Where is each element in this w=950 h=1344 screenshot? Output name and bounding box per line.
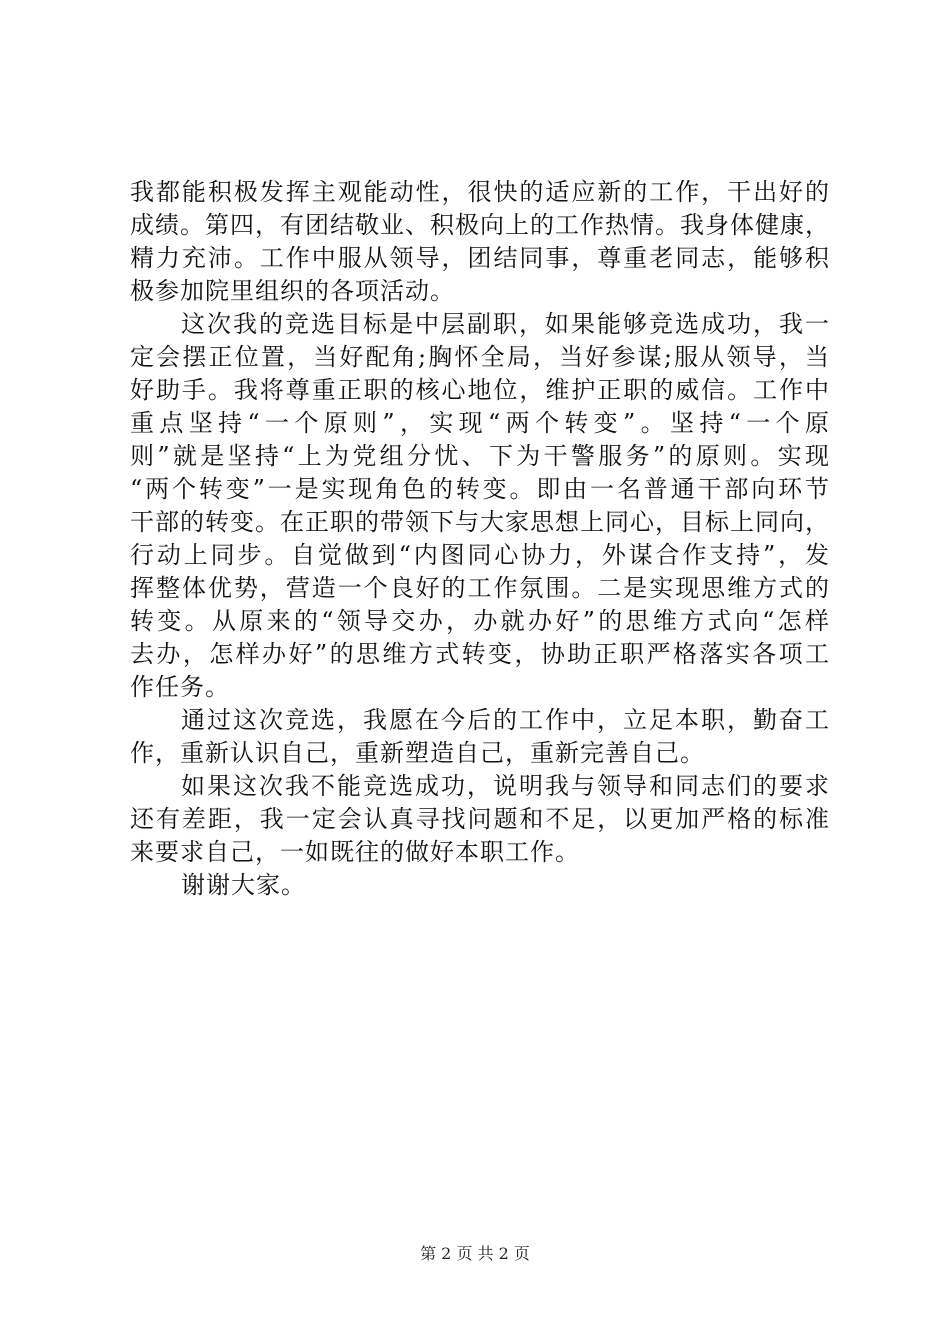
paragraph-line: 极参加院里组织的各项活动。	[130, 277, 455, 305]
paragraph-line: 我都能积极发挥主观能动性，很快的适应新的工作，干出好的	[130, 178, 830, 206]
paragraph-line: 成绩。第四，有团结敬业、积极向上的工作热情。我身体健康，	[130, 211, 830, 239]
paragraph-line: 则”就是坚持“上为党组分忧、下为干警服务”的原则。实现	[130, 442, 830, 470]
paragraph-line: 还有差距，我一定会认真寻找问题和不足，以更加严格的标准	[130, 805, 830, 833]
paragraph-line: 通过这次竞选，我愿在今后的工作中，立足本职，勤奋工	[181, 706, 830, 734]
paragraph-line: 谢谢大家。	[181, 871, 306, 899]
paragraph-line: 转变。从原来的“领导交办，办就办好”的思维方式向“怎样	[130, 607, 830, 635]
paragraph-line: 行动上同步。自觉做到“内图同心协力，外谋合作支持”，发	[130, 541, 830, 569]
paragraph-line: 这次我的竞选目标是中层副职，如果能够竞选成功，我一	[181, 310, 830, 338]
page-number-footer: 第 2 页 共 2 页	[420, 1244, 530, 1263]
paragraph-line: 去办，怎样办好”的思维方式转变，协助正职严格落实各项工	[130, 640, 830, 668]
paragraph-line: 精力充沛。工作中服从领导，团结同事，尊重老同志，能够积	[130, 244, 830, 272]
paragraph-line: 来要求自己，一如既往的做好本职工作。	[130, 838, 580, 866]
paragraph-line: 作任务。	[130, 673, 230, 701]
paragraph-line: 定会摆正位置，当好配角;胸怀全局，当好参谋;服从领导，当	[130, 343, 830, 371]
paragraph-line: 干部的转变。在正职的带领下与大家思想上同心，目标上同向，	[130, 508, 830, 536]
paragraph-line: 作，重新认识自己，重新塑造自己，重新完善自己。	[130, 739, 705, 767]
paragraph-line: 如果这次我不能竞选成功，说明我与领导和同志们的要求	[181, 772, 830, 800]
paragraph-line: 重点坚持“一个原则”，实现“两个转变”。坚持“一个原	[130, 409, 830, 437]
paragraph-line: “两个转变”一是实现角色的转变。即由一名普通干部向环节	[130, 475, 830, 503]
paragraph-line: 好助手。我将尊重正职的核心地位，维护正职的威信。工作中	[130, 376, 830, 404]
paragraph-line: 挥整体优势，营造一个良好的工作氛围。二是实现思维方式的	[130, 574, 830, 602]
